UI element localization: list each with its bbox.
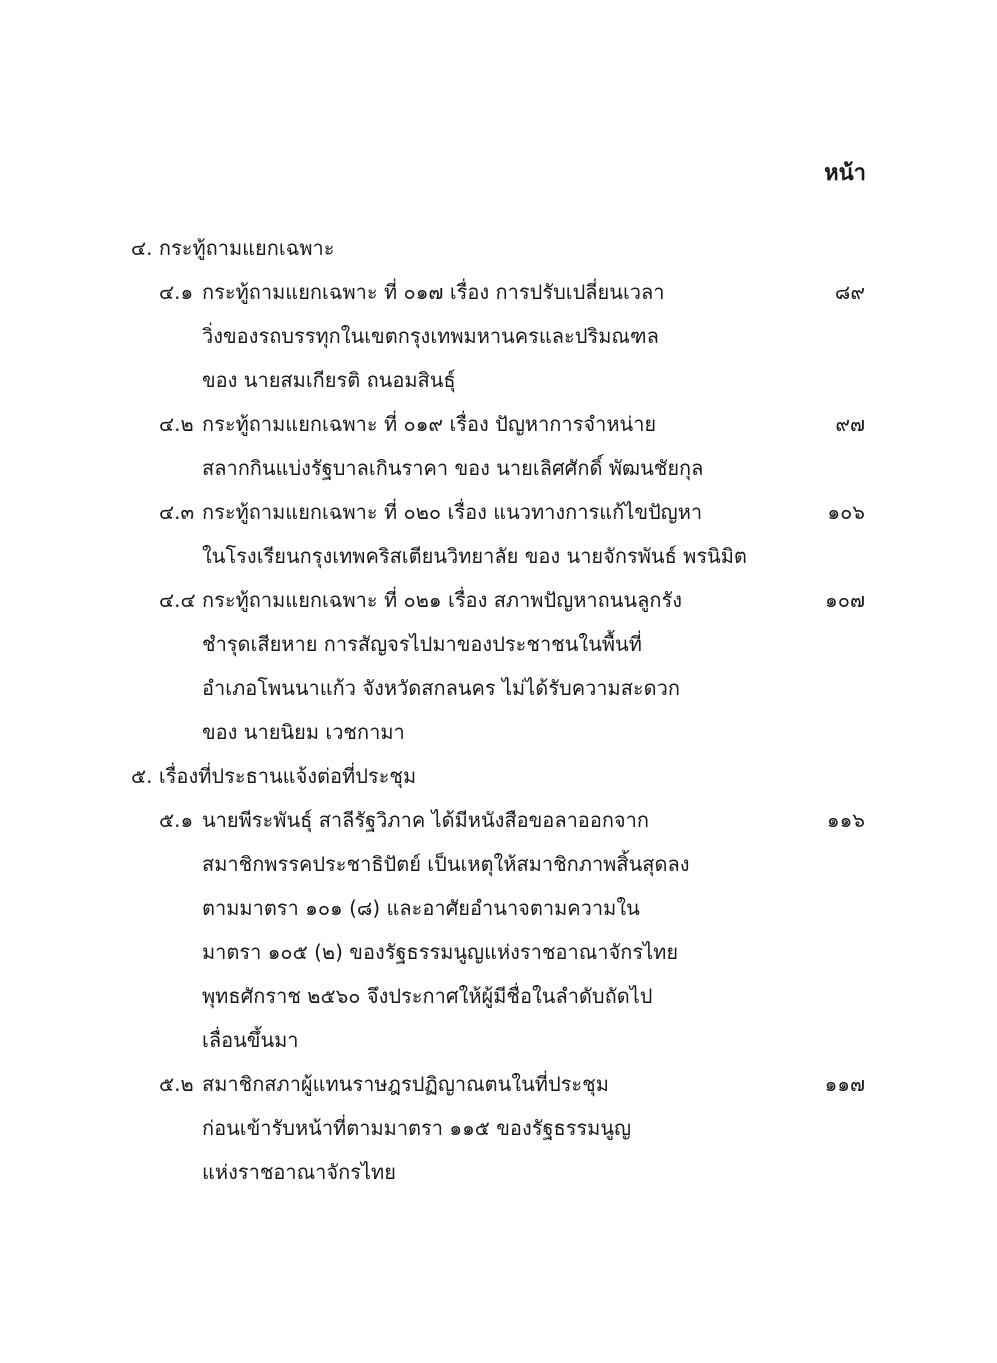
entry-text-line: นายพีระพันธุ์ สาลีรัฐวิภาค ได้มีหนังสือขอลาออกจาก bbox=[202, 808, 649, 832]
entry-text-line: วิ่งของรถบรรทุกในเขตกรุงเทพมหานครและปริมณฑล bbox=[202, 324, 659, 348]
toc-entry bbox=[131, 578, 867, 754]
entry-text-line: กระทู้ถามแยกเฉพาะ ที่ ๐๒๑ เรื่อง สภาพปัญหาถนนลูกรัง bbox=[202, 588, 682, 612]
entry-text-line: กระทู้ถามแยกเฉพาะ ที่ ๐๑๙ เรื่อง ปัญหาการจำหน่าย bbox=[202, 412, 657, 436]
entry-number: ๕.๑ bbox=[159, 808, 194, 832]
table-of-contents bbox=[131, 226, 867, 1194]
entry-text-line: ก่อนเข้ารับหน้าที่ตามมาตรา ๑๑๕ ของรัฐธรรมนูญ bbox=[202, 1116, 632, 1140]
entry-text-line: กระทู้ถามแยกเฉพาะ ที่ ๐๒๐ เรื่อง แนวทางการแก้ไขปัญหา bbox=[202, 500, 703, 524]
toc-entry bbox=[131, 490, 867, 578]
toc-entry bbox=[131, 1062, 867, 1194]
entry-number: ๔.๒ bbox=[159, 412, 194, 436]
entry-text-line: ตามมาตรา ๑๐๑ (๘) และอาศัยอำนาจตามความใน bbox=[202, 896, 640, 920]
entry-text-line: สมาชิกพรรคประชาธิปัตย์ เป็นเหตุให้สมาชิกภาพสิ้นสุดลง bbox=[202, 852, 690, 876]
toc-entry bbox=[131, 798, 867, 1062]
entry-number: ๔.๓ bbox=[159, 500, 195, 524]
entry-text-line: สมาชิกสภาผู้แทนราษฎรปฏิญาณตนในที่ประชุม bbox=[202, 1072, 609, 1096]
entry-text-line: ในโรงเรียนกรุงเทพคริสเตียนวิทยาลัย ของ นายจักรพันธ์ พรนิมิต bbox=[202, 544, 747, 568]
entry-page-number: ๑๑๗ bbox=[824, 1072, 865, 1096]
toc-entry bbox=[131, 270, 867, 402]
section-title: ๕. เรื่องที่ประธานแจ้งต่อที่ประชุม bbox=[131, 764, 417, 788]
entry-page-number: ๑๐๗ bbox=[825, 588, 865, 612]
entry-text-line: สลากกินแบ่งรัฐบาลเกินราคา ของ นายเลิศศักดิ์ พัฒนชัยกุล bbox=[202, 456, 704, 480]
entry-page-number: ๑๑๖ bbox=[826, 808, 865, 832]
entry-text-line: กระทู้ถามแยกเฉพาะ ที่ ๐๑๗ เรื่อง การปรับเปลี่ยนเวลา bbox=[202, 280, 665, 304]
entry-text-line: พุทธศักราช ๒๕๖๐ จึงประกาศให้ผู้มีชื่อในลำดับถัดไป bbox=[202, 984, 653, 1008]
section-title: ๔. กระทู้ถามแยกเฉพาะ bbox=[131, 236, 335, 260]
entry-number: ๕.๒ bbox=[159, 1072, 194, 1096]
toc-entry bbox=[131, 402, 867, 490]
entry-page-number: ๘๙ bbox=[834, 280, 865, 304]
entry-text-line: มาตรา ๑๐๕ (๒) ของรัฐธรรมนูญแห่งราชอาณาจักรไทย bbox=[202, 940, 679, 964]
entry-text-line: อำเภอโพนนาแก้ว จังหวัดสกลนคร ไม่ได้รับความสะดวก bbox=[202, 676, 680, 700]
entry-page-number: ๙๗ bbox=[835, 412, 865, 436]
entry-text-line: ของ นายนิยม เวชกามา bbox=[202, 720, 405, 744]
entry-text-line: ของ นายสมเกียรติ ถนอมสินธุ์ bbox=[202, 368, 456, 392]
entry-number: ๔.๔ bbox=[159, 588, 196, 612]
entry-text-line: ชำรุดเสียหาย การสัญจรไปมาของประชาชนในพื้นที่ bbox=[202, 632, 642, 656]
entry-text-line: เลื่อนขึ้นมา bbox=[202, 1028, 299, 1052]
entry-page-number: ๑๐๖ bbox=[827, 500, 865, 524]
entry-number: ๔.๑ bbox=[159, 280, 194, 304]
page-column-header: หน้า bbox=[824, 161, 866, 186]
entry-text-line: แห่งราชอาณาจักรไทย bbox=[202, 1160, 396, 1184]
